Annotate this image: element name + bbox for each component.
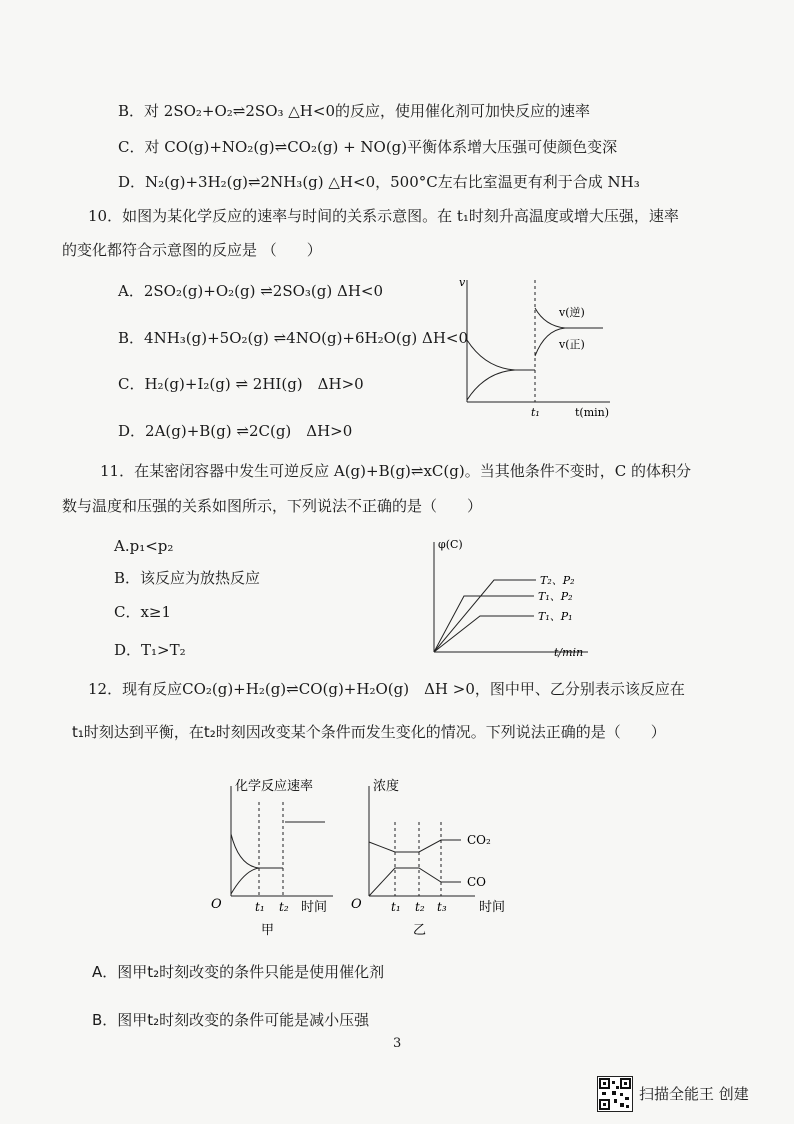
q10-option-a: A．2SO₂(g)+O₂(g) ⇌2SO₃(g) ΔH<0 [118,282,384,300]
q11-volume-fraction-graph [420,530,595,660]
q12-left-t1: t₁ [255,900,265,914]
series-t1-p2 [434,596,534,652]
q10-graph-reverse-label: v(逆) [559,306,585,319]
q11-series-label-3: T₁、P₁ [538,610,573,623]
q12-right-caption: 乙 [413,923,427,938]
q12-left-origin: O [211,897,222,912]
q12-right-origin: O [351,897,362,912]
q10-option-d: D．2A(g)+B(g) ⇌2C(g) ΔH>0 [118,422,353,440]
q12-stem-line1: 12．现有反应CO₂(g)+H₂(g)⇌CO(g)+H₂O(g) ΔH >0，图中甲、乙分别表示该反应在 [88,680,685,698]
q12-left-xlabel: 时间 [301,900,328,915]
q12-right-xlabel: 时间 [479,900,506,915]
q11-option-a: A.p₁<p₂ [114,537,174,555]
q10-graph-t1: t₁ [531,406,540,419]
prev-option-b: B．对 2SO₂+O₂⇌2SO₃ △H<0的反应，使用催化剂可加快反应的速率 [118,102,590,120]
q12-right-t3: t₃ [437,900,447,914]
scanner-footer [597,1076,787,1114]
forward-rate-curve-before [467,370,515,400]
q10-graph-forward-label: v(正) [559,338,585,351]
qr-code-icon [597,1076,633,1112]
q10-graph-xlabel: t(min) [575,406,610,419]
scanner-brand-text: 扫描全能王 创建 [639,1085,749,1103]
q11-series-label-2: T₁、P₂ [538,590,573,603]
q12-left-t2: t₂ [279,900,289,914]
prev-option-d: D．N₂(g)+3H₂(g)⇌2NH₃(g) △H<0，500°C左右比室温更有利于合成 NH₃ [118,173,640,191]
q11-series-label-1: T₂、P₂ [540,574,575,587]
q12-right-t1: t₁ [391,900,401,914]
series-co2 [369,840,461,852]
q10-stem-line1: 10．如图为某化学反应的速率与时间的关系示意图。在 t₁时刻升高温度或增大压强，速率 [88,207,679,225]
q11-graph-xlabel: t/min [554,646,584,659]
page-number: 3 [393,1036,402,1051]
q11-stem-line2: 数与温度和压强的关系如图所示，下列说法不正确的是（ ） [62,497,483,515]
series-co [369,868,461,896]
prev-option-c: C．对 CO(g)+NO₂(g)⇌CO₂(g) + NO(g)平衡体系增大压强可使颜色变深 [118,138,618,156]
q12-left-ylabel: 化学反应速率 [235,779,314,794]
q12-right-t2: t₂ [415,900,425,914]
q11-stem-line1: 11．在某密闭容器中发生可逆反应 A(g)+B(g)⇌xC(g)。当其他条件不变时，C 的体积分 [100,462,691,480]
left-forward-rate [231,868,259,894]
q12-option-b: B．图甲t₂时刻改变的条件可能是减小压强 [92,1011,370,1029]
q11-option-d: D．T₁>T₂ [114,641,186,659]
q10-graph-ylabel: v [459,276,466,289]
reverse-rate-curve-before [467,340,535,370]
q11-graph-ylabel: φ(C) [438,538,463,551]
q12-series-label-co2: CO₂ [467,833,491,847]
q12-option-a: A．图甲t₂时刻改变的条件只能是使用催化剂 [92,963,385,981]
q12-stem-line2: t₁时刻达到平衡，在t₂时刻因改变某个条件而发生变化的情况。下列说法正确的是（ ） [72,723,666,741]
q11-option-c: C．x≥1 [114,603,172,621]
q10-rate-time-graph [455,272,620,424]
q12-left-caption: 甲 [261,923,275,938]
q11-option-b: B．该反应为放热反应 [114,569,261,587]
q12-series-label-co: CO [467,875,487,889]
q12-right-ylabel: 浓度 [373,779,400,794]
left-reverse-rate [231,834,283,868]
q10-option-c: C．H₂(g)+I₂(g) ⇌ 2HI(g) ΔH>0 [118,375,364,393]
q12-graphs [205,772,525,942]
q10-option-b: B．4NH₃(g)+5O₂(g) ⇌4NO(g)+6H₂O(g) ΔH<0 [118,329,469,347]
q10-stem-line2: 的变化都符合示意图的反应是 （ ） [62,241,322,259]
